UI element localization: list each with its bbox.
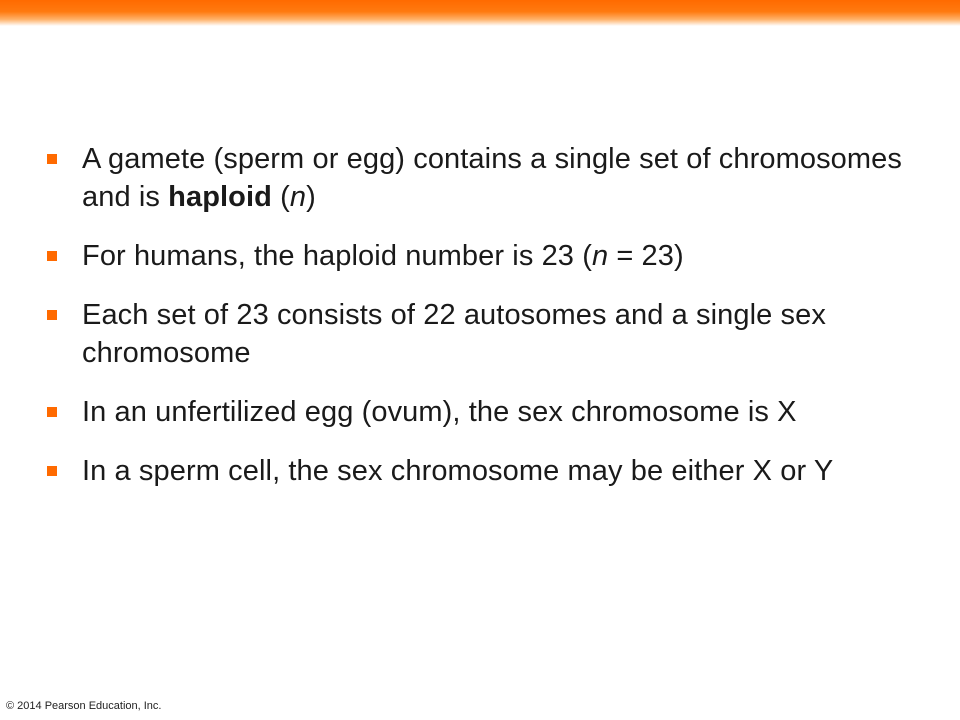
bullet-item (44, 393, 924, 431)
italic-symbol: n (591, 240, 609, 272)
bullet-text: For humans, the haploid number is 23 ( (82, 240, 592, 272)
square-bullet-icon (47, 407, 57, 417)
bullet-text: A gamete (sperm or egg) contains a single set of chromosomes and is (82, 143, 902, 213)
bullet-item (44, 237, 924, 275)
square-bullet-icon (47, 310, 57, 320)
bullet-text: In a sperm cell, the sex chromosome may be either X or Y (82, 455, 834, 487)
bullet-list (44, 140, 924, 511)
italic-symbol: n (289, 181, 307, 213)
square-bullet-icon (47, 251, 57, 261)
square-bullet-icon (47, 466, 57, 476)
bullet-item (44, 296, 924, 372)
copyright-footer: © 2014 Pearson Education, Inc. (6, 700, 162, 712)
bullet-text: Each set of 23 consists of 22 autosomes and a single sex chromosome (82, 299, 826, 369)
bold-term: haploid (168, 181, 272, 213)
bullet-text: = 23) (608, 240, 684, 272)
bullet-text: In an unfertilized egg (ovum), the sex chromosome is X (82, 396, 797, 428)
bullet-text: ( (271, 181, 290, 213)
square-bullet-icon (47, 154, 57, 164)
top-accent-bar (0, 0, 960, 26)
bullet-text: ) (306, 181, 316, 213)
bullet-item (44, 140, 924, 216)
bullet-item (44, 452, 924, 490)
